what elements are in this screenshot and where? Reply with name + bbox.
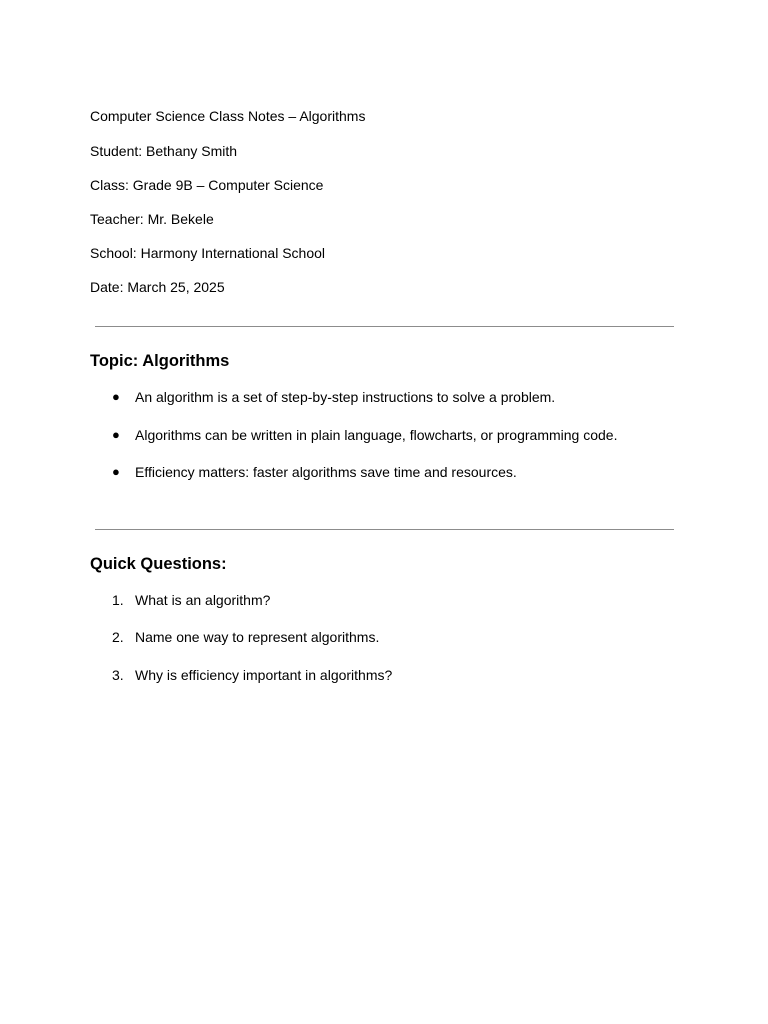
bullet-text: Efficiency matters: faster algorithms save time and resources. xyxy=(135,464,517,480)
bullet-icon: ● xyxy=(112,427,120,442)
list-item xyxy=(0,591,768,609)
bullet-icon: ● xyxy=(112,464,120,479)
question-text: What is an algorithm? xyxy=(135,592,271,608)
document-title: Computer Science Class Notes – Algorithms xyxy=(90,108,366,124)
student-line: Student: Bethany Smith xyxy=(90,143,238,159)
question-text: Name one way to represent algorithms. xyxy=(135,629,380,645)
topic-heading: Topic: Algorithms xyxy=(90,352,230,370)
list-item xyxy=(0,388,768,406)
list-item xyxy=(0,463,768,481)
question-number: 2. xyxy=(112,629,124,645)
teacher-line: Teacher: Mr. Bekele xyxy=(90,211,214,227)
school-line: School: Harmony International School xyxy=(90,245,326,261)
questions-heading: Quick Questions: xyxy=(90,555,227,573)
bullet-icon: ● xyxy=(112,389,120,404)
question-text: Why is efficiency important in algorithms? xyxy=(135,667,393,683)
horizontal-divider xyxy=(95,326,674,327)
class-line: Class: Grade 9B – Computer Science xyxy=(90,177,324,193)
list-item xyxy=(0,666,768,684)
bullet-text: Algorithms can be written in plain language, flowcharts, or programming code. xyxy=(135,427,618,443)
horizontal-divider xyxy=(95,529,674,530)
list-item xyxy=(0,426,768,444)
bullet-text: An algorithm is a set of step-by-step instructions to solve a problem. xyxy=(135,389,556,405)
date-line: Date: March 25, 2025 xyxy=(90,279,225,295)
list-item xyxy=(0,628,768,646)
question-number: 1. xyxy=(112,592,124,608)
question-number: 3. xyxy=(112,667,124,683)
